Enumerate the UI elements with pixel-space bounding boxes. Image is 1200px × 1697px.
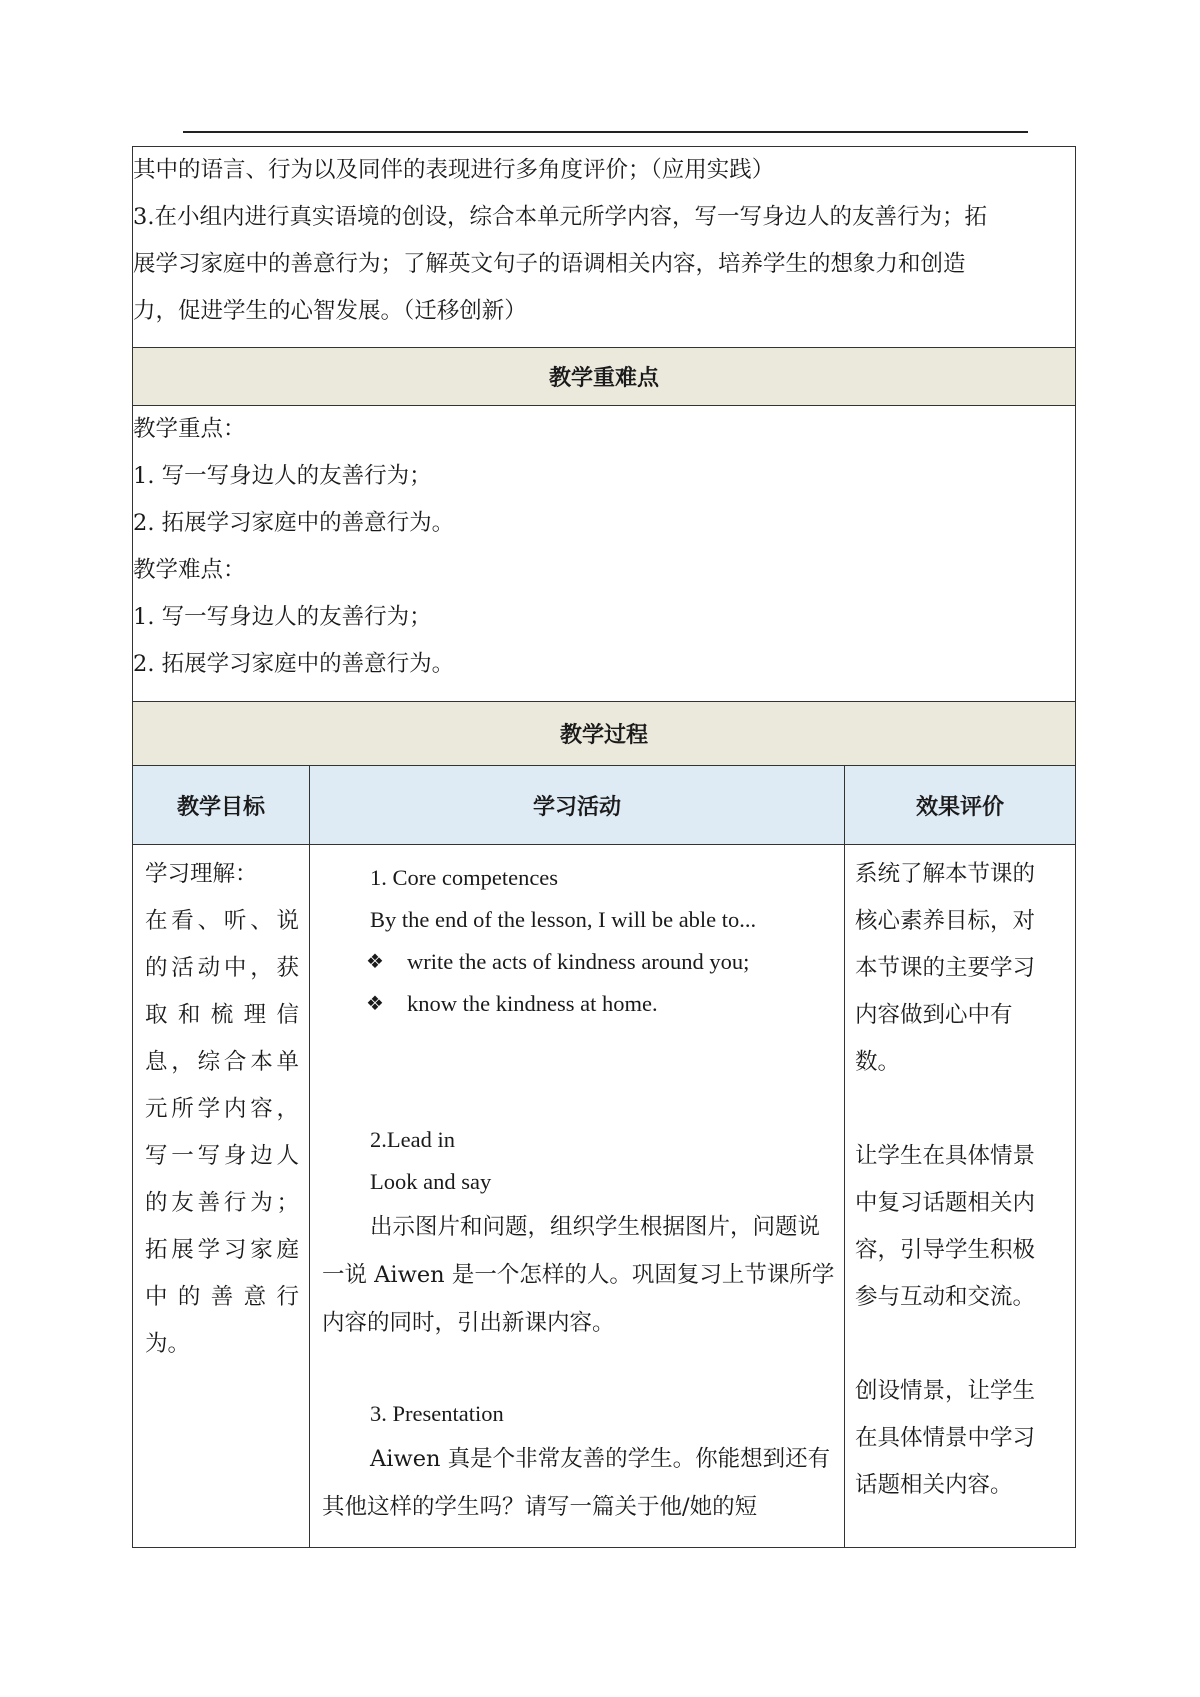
column-header-evaluation: 效果评价	[845, 766, 1076, 845]
focus-item: 1. 写一写身边人的友善行为；	[133, 463, 432, 489]
evaluation-line: 容，引导学生积极	[855, 1237, 1036, 1263]
column-header-activity: 学习活动	[310, 766, 845, 845]
intro-line: 3.在小组内进行真实语境的创设，综合本单元所学内容，写一写身边人的友善行为；拓	[133, 204, 987, 230]
goal-label: 学习理解：	[145, 861, 258, 887]
column-header-goal: 教学目标	[133, 766, 310, 845]
evaluation-line: 在具体情景中学习	[855, 1425, 1036, 1451]
goal-line: 的活动中，获	[145, 955, 299, 981]
objectives-continuation	[133, 147, 1076, 348]
difficulty-item: 2. 拓展学习家庭中的善意行为。	[133, 651, 455, 677]
goal-line: 拓展学习家庭	[145, 1237, 299, 1263]
header-rule	[183, 131, 1028, 133]
intro-line: 其中的语言、行为以及同伴的表现进行多角度评价；（应用实践）	[133, 157, 775, 183]
evaluation-cell	[845, 845, 1076, 1548]
difficulty-item: 1. 写一写身边人的友善行为；	[133, 604, 432, 630]
evaluation-line: 话题相关内容。	[855, 1472, 1013, 1498]
difficulty-label: 教学难点：	[133, 557, 246, 583]
activity-content	[310, 845, 844, 1531]
goal-line: 元所学内容，	[145, 1096, 299, 1122]
focus-label: 教学重点：	[133, 416, 246, 442]
evaluation-line: 让学生在具体情景	[855, 1143, 1036, 1169]
evaluation-line: 创设情景，让学生	[855, 1378, 1036, 1404]
goal-line: 的友善行为；	[145, 1190, 299, 1216]
section-header-process: 教学过程	[133, 702, 1076, 766]
goal-line: 为。	[145, 1331, 191, 1357]
key-points-body	[133, 406, 1076, 702]
goal-text	[133, 845, 309, 1368]
evaluation-line: 数。	[855, 1049, 901, 1075]
goal-line: 中的善意行	[145, 1284, 299, 1310]
evaluation-line: 中复习话题相关内	[855, 1190, 1036, 1216]
lesson-plan-table	[132, 146, 1076, 1548]
goal-line: 取和梳理信	[145, 1002, 299, 1028]
presentation-text: Aiwen 真是个非常友善的学生。你能想到还有其他这样的学生吗？请写一篇关于他/她的短	[322, 1446, 831, 1520]
evaluation-line: 参与互动和交流。	[855, 1284, 1036, 1310]
intro-line: 力，促进学生的心智发展。（迁移创新）	[133, 298, 527, 324]
lead-in-title: 2.Lead in	[370, 1127, 455, 1152]
section-header-key-points: 教学重难点	[133, 348, 1076, 406]
bullet-text: know the kindness at home.	[407, 991, 658, 1016]
lead-in-text: 出示图片和问题，组织学生根据图片，问题说一说 Aiwen 是一个怎样的人。巩固复习上节课所学内容的同时，引出新课内容。	[322, 1214, 835, 1336]
presentation-title: 3. Presentation	[370, 1401, 504, 1426]
activity-cell	[310, 845, 845, 1548]
evaluation-line: 本节课的主要学习	[855, 955, 1036, 981]
goal-line: 息，综合本单	[145, 1049, 299, 1075]
focus-item: 2. 拓展学习家庭中的善意行为。	[133, 510, 455, 536]
intro-line: 展学习家庭中的善意行为；了解英文句子的语调相关内容，培养学生的想象力和创造	[133, 251, 966, 277]
evaluation-line: 系统了解本节课的	[855, 861, 1036, 887]
evaluation-line: 内容做到心中有	[855, 1002, 1013, 1028]
core-competences-intro: By the end of the lesson, I will be able to...	[370, 907, 757, 932]
core-competences-title: 1. Core competences	[370, 865, 559, 890]
bullet-item	[322, 983, 836, 1025]
goal-cell	[133, 845, 310, 1548]
evaluation-content	[845, 845, 1075, 1509]
goal-line: 写一写身边人	[145, 1143, 299, 1169]
diamond-bullet-icon: ❖	[366, 993, 384, 1015]
diamond-bullet-icon: ❖	[366, 951, 384, 973]
goal-line: 在看、听、说	[145, 908, 299, 934]
bullet-item	[322, 941, 836, 983]
evaluation-line: 核心素养目标，对	[855, 908, 1036, 934]
lead-in-subtitle: Look and say	[370, 1169, 492, 1194]
bullet-text: write the acts of kindness around you;	[407, 949, 750, 974]
